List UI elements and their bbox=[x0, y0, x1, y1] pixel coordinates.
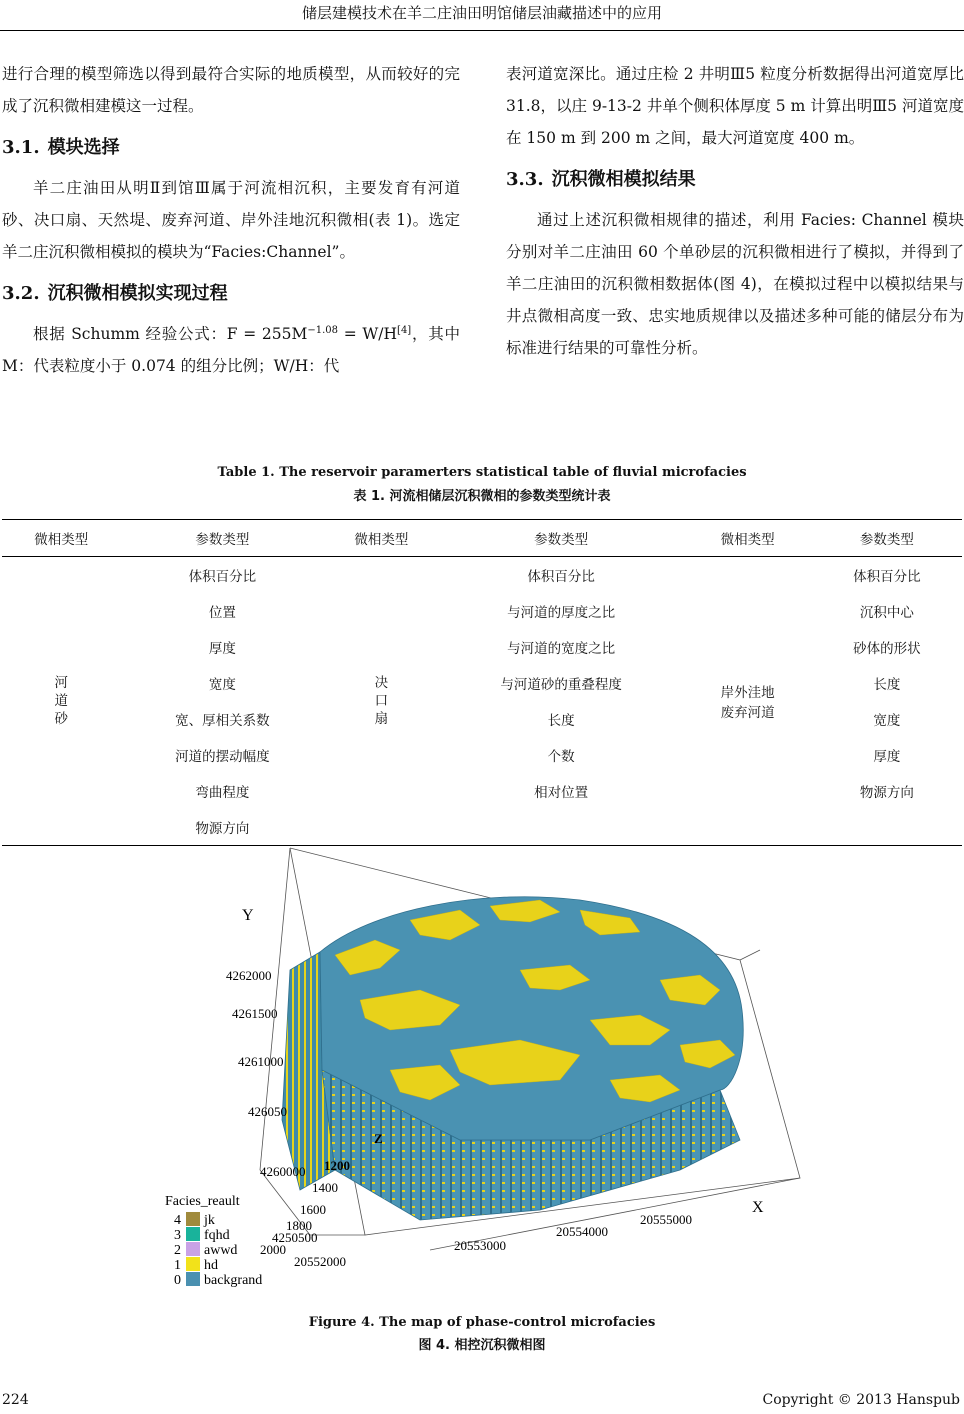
formula-text: 根据 Schumm 经验公式：F = 255M bbox=[33, 325, 308, 343]
param-cell: 与河道的宽度之比 bbox=[507, 641, 616, 657]
table-row bbox=[2, 665, 962, 701]
page-number: 224 bbox=[2, 1392, 29, 1408]
section-number: 3.3. bbox=[506, 169, 544, 190]
left-paragraph-3 bbox=[2, 318, 460, 382]
svg-text:3: 3 bbox=[174, 1228, 181, 1243]
section-title: 模块选择 bbox=[47, 137, 120, 158]
figure-caption-cn: 图 4. 相控沉积微相图 bbox=[418, 1338, 546, 1353]
header-cell: 参数类型 bbox=[121, 520, 325, 557]
legend-swatch bbox=[186, 1212, 200, 1226]
param-cell: 相对位置 bbox=[534, 785, 589, 801]
x-tick-label: 20555000 bbox=[640, 1212, 692, 1227]
legend-item bbox=[174, 1272, 262, 1288]
table-caption-cn: 表 1. 河流相储层沉积微相的参数类型统计表 bbox=[353, 489, 611, 504]
z-tick-label: 1200 bbox=[324, 1158, 350, 1173]
facies-cell-channel: 河 道 砂 bbox=[2, 557, 121, 846]
citation-ref[interactable]: [4] bbox=[397, 324, 412, 336]
left-paragraph-1: 进行合理的模型筛选以得到最符合实际的地质模型，从而较好的完成了沉积微相建模这一过程。 bbox=[2, 65, 460, 115]
param-cell: 物源方向 bbox=[859, 785, 914, 801]
left-paragraph-2: 羊二庄油田从明Ⅱ到馆Ⅲ属于河流相沉积，主要发育有河道砂、决口扇、天然堤、废弃河道、岸外洼地沉积微相(表 1)。选定羊二庄沉积微相模拟的模块为“Facies:Channel”。 bbox=[2, 179, 460, 261]
left-column bbox=[2, 58, 460, 382]
facies-legend bbox=[165, 1194, 262, 1288]
section-number: 3.2. bbox=[2, 283, 40, 304]
param-cell: 个数 bbox=[547, 749, 575, 765]
svg-text:4: 4 bbox=[174, 1213, 181, 1228]
right-column bbox=[506, 58, 964, 364]
z-tick-label: 1800 bbox=[286, 1218, 312, 1233]
y-tick-label: 4260000 bbox=[260, 1164, 306, 1179]
copyright: Copyright © 2013 Hanspub bbox=[762, 1392, 960, 1408]
table-row bbox=[2, 773, 962, 809]
y-tick-label: 4261000 bbox=[238, 1054, 284, 1069]
legend-item bbox=[174, 1227, 230, 1243]
z-tick-label: 1600 bbox=[300, 1202, 326, 1217]
x-tick-label: 20552000 bbox=[294, 1254, 346, 1269]
svg-text:2: 2 bbox=[174, 1243, 181, 1258]
param-cell: 体积百分比 bbox=[527, 569, 595, 585]
facies-3d-model-figure bbox=[160, 840, 964, 1310]
param-cell: 长度 bbox=[873, 677, 901, 693]
param-cell: 厚度 bbox=[208, 641, 236, 657]
svg-text:awwd: awwd bbox=[204, 1243, 238, 1258]
param-cell: 位置 bbox=[208, 605, 236, 621]
svg-text:backgrand: backgrand bbox=[204, 1273, 263, 1288]
x-tick-label: 20553000 bbox=[454, 1238, 506, 1253]
figure-caption-en: Figure 4. The map of phase-control microfacies bbox=[308, 1315, 656, 1330]
legend-swatch bbox=[186, 1272, 200, 1286]
right-paragraph-2: 通过上述沉积微相规律的描述，利用 Facies: Channel 模块分别对羊二庄油田 60 个单砂层的沉积微相进行了模拟，并得到了羊二庄油田的沉积微相数据体(图 4)，在模拟过程中以模拟结果与井点微相高度一致、忠实地质规律以及描述多种可能的储层分布为标准进行结果的可靠性分析。 bbox=[506, 211, 964, 357]
z-tick-label: 2000 bbox=[260, 1242, 286, 1257]
formula-text: = W/H bbox=[338, 325, 398, 343]
param-cell: 弯曲程度 bbox=[195, 785, 250, 801]
header-cell: 参数类型 bbox=[812, 520, 962, 557]
table-row bbox=[2, 593, 962, 629]
table-header-row bbox=[2, 520, 962, 557]
param-cell: 与河道的厚度之比 bbox=[507, 605, 616, 621]
legend-swatch bbox=[186, 1227, 200, 1241]
header-cell: 微相类型 bbox=[683, 520, 811, 557]
axis-x-label: X bbox=[752, 1199, 764, 1216]
section-title: 沉积微相模拟实现过程 bbox=[47, 283, 228, 304]
table-caption-en: Table 1. The reservoir paramerters statistical table of fluvial microfacies bbox=[217, 465, 747, 480]
running-header: 储层建模技术在羊二庄油田明馆储层油藏描述中的应用 bbox=[0, 0, 964, 31]
axis-y-label: Y bbox=[242, 907, 254, 924]
legend-title: Facies_reault bbox=[165, 1194, 240, 1209]
param-cell: 宽度 bbox=[208, 677, 236, 693]
svg-text:jk: jk bbox=[204, 1213, 215, 1228]
legend-swatch bbox=[186, 1257, 200, 1271]
table-row bbox=[2, 737, 962, 773]
right-paragraph-1: 表河道宽深比。通过庄检 2 井明Ⅲ5 粒度分析数据得出河道宽厚比 31.8，以庄 9-13-2 井单个侧积体厚度 5 m 计算出明Ⅲ5 河道宽度在 150 m 到 200 m 之间，最大河道宽度 400 m。 bbox=[506, 65, 964, 147]
param-cell: 宽度 bbox=[873, 713, 901, 729]
y-tick-label: 4261500 bbox=[232, 1006, 278, 1021]
header-cell: 微相类型 bbox=[324, 520, 439, 557]
param-cell: 厚度 bbox=[873, 749, 901, 765]
table-row bbox=[2, 629, 962, 665]
facies-cell-others: 岸外洼地 废弃河道 bbox=[683, 557, 811, 846]
param-cell: 砂体的形状 bbox=[853, 641, 921, 657]
section-3-3-heading bbox=[506, 164, 964, 196]
param-cell: 体积百分比 bbox=[853, 569, 921, 585]
param-cell: 宽、厚相关系数 bbox=[175, 713, 270, 729]
legend-swatch bbox=[186, 1242, 200, 1256]
header-cell: 微相类型 bbox=[2, 520, 121, 557]
legend-item bbox=[174, 1212, 215, 1228]
section-3-1-heading bbox=[2, 132, 460, 164]
header-cell: 参数类型 bbox=[439, 520, 684, 557]
svg-text:0: 0 bbox=[174, 1273, 181, 1288]
section-3-2-heading bbox=[2, 278, 460, 310]
section-title: 沉积微相模拟结果 bbox=[551, 169, 696, 190]
paragraph-text: ，其中 M：代表粒度小于 0.074 的组分比例；W/H：代 bbox=[2, 325, 460, 375]
param-cell: 体积百分比 bbox=[188, 569, 257, 585]
z-tick-label: 1400 bbox=[312, 1180, 338, 1195]
svg-text:hd: hd bbox=[204, 1258, 218, 1273]
facies-cell-crevasse: 决 口 扇 bbox=[324, 557, 439, 846]
axis-z-label: Z bbox=[374, 1131, 383, 1146]
svg-text:1: 1 bbox=[174, 1258, 181, 1273]
y-tick-label: 4262000 bbox=[226, 968, 272, 983]
legend-item bbox=[174, 1242, 237, 1258]
param-cell: 长度 bbox=[547, 713, 575, 729]
table-row bbox=[2, 557, 962, 594]
table-row bbox=[2, 701, 962, 737]
formula-exponent: −1.08 bbox=[307, 324, 339, 336]
y-tick-label: 426050 bbox=[248, 1104, 287, 1119]
param-cell: 沉积中心 bbox=[859, 605, 914, 621]
param-cell: 物源方向 bbox=[121, 809, 325, 846]
parameter-table bbox=[2, 519, 962, 846]
svg-text:fqhd: fqhd bbox=[204, 1228, 230, 1243]
legend-item bbox=[174, 1257, 218, 1273]
param-cell: 河道的摆动幅度 bbox=[175, 749, 270, 765]
section-number: 3.1. bbox=[2, 137, 40, 158]
param-cell: 与河道砂的重叠程度 bbox=[500, 677, 622, 693]
x-tick-label: 20554000 bbox=[556, 1224, 608, 1239]
y-tick-label: 4250500 bbox=[272, 1230, 318, 1245]
